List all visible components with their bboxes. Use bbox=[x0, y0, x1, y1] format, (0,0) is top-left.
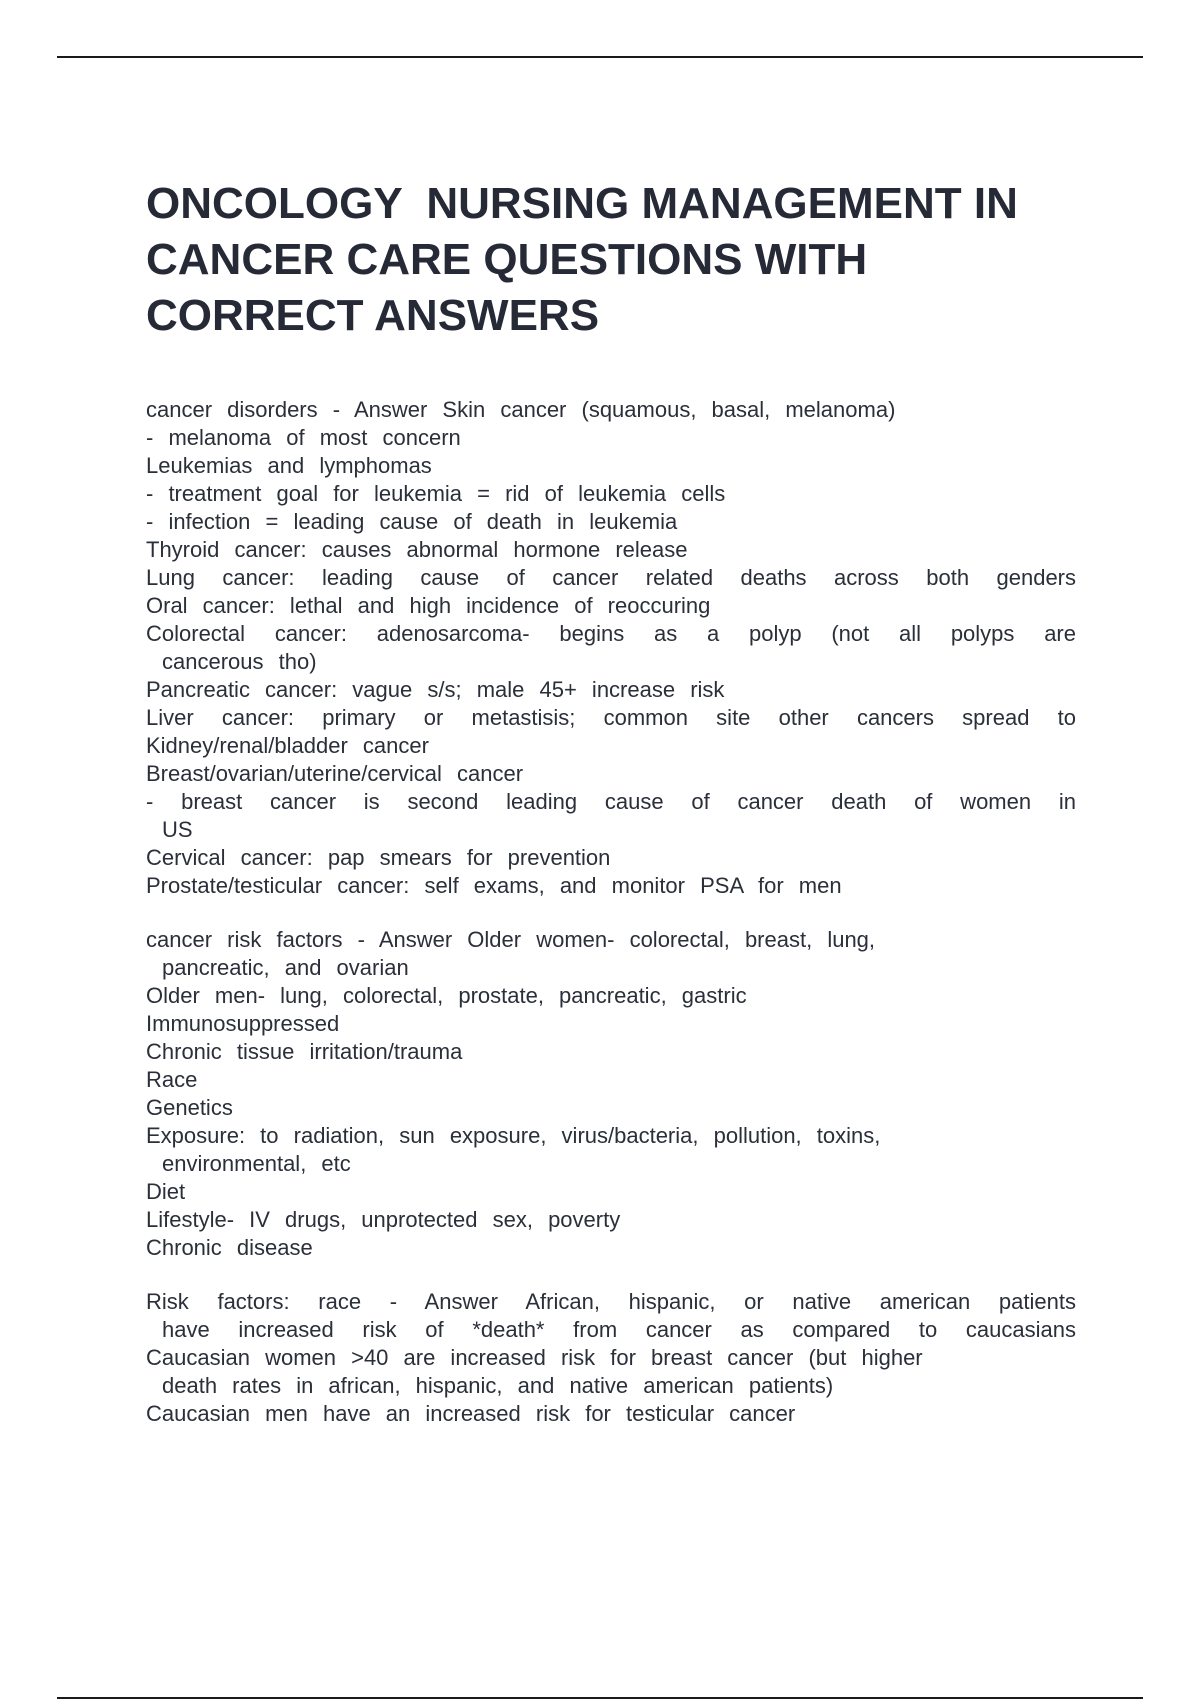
text-line: pancreatic, and ovarian bbox=[162, 955, 409, 980]
text-line: environmental, etc bbox=[162, 1151, 351, 1176]
text-line: Lifestyle- IV drugs, unprotected sex, poverty bbox=[146, 1207, 621, 1232]
top-rule bbox=[57, 56, 1143, 58]
text-line: Exposure: to radiation, sun exposure, virus/bacteria, pollution, toxins, bbox=[146, 1123, 881, 1148]
text-line: Liver cancer: primary or metastisis; common site other cancers spread to bbox=[146, 705, 1076, 730]
text-line: - treatment goal for leukemia = rid of leukemia cells bbox=[146, 481, 726, 506]
text-line: US bbox=[162, 817, 193, 842]
bottom-rule bbox=[57, 1697, 1143, 1699]
text-line: Chronic disease bbox=[146, 1235, 313, 1260]
qa-block bbox=[146, 396, 1076, 900]
text-line: Chronic tissue irritation/trauma bbox=[146, 1039, 463, 1064]
text-line: Caucasian men have an increased risk for testicular cancer bbox=[146, 1401, 796, 1426]
text-line: Thyroid cancer: causes abnormal hormone release bbox=[146, 537, 688, 562]
text-line: Genetics bbox=[146, 1095, 233, 1120]
text-line: death rates in african, hispanic, and native american patients) bbox=[162, 1373, 834, 1398]
text-line: - infection = leading cause of death in leukemia bbox=[146, 509, 678, 534]
text-line: Immunosuppressed bbox=[146, 1011, 340, 1036]
text-line: - melanoma of most concern bbox=[146, 425, 461, 450]
page-title: ONCOLOGY NURSING MANAGEMENT IN CANCER CARE QUESTIONS WITH CORRECT ANSWERS bbox=[146, 179, 1031, 340]
text-line: Race bbox=[146, 1067, 198, 1092]
text-line: Colorectal cancer: adenosarcoma- begins as a polyp (not all polyps are bbox=[146, 621, 1076, 646]
qa-block bbox=[146, 1288, 1076, 1428]
text-line: - breast cancer is second leading cause of cancer death of women in bbox=[146, 789, 1076, 814]
text-line: cancerous tho) bbox=[162, 649, 317, 674]
text-line: Kidney/renal/bladder cancer bbox=[146, 733, 429, 758]
text-line: cancer risk factors - Answer Older women- colorectal, breast, lung, bbox=[146, 927, 876, 952]
text-line: cancer disorders - Answer Skin cancer (squamous, basal, melanoma) bbox=[146, 397, 896, 422]
text-line: Breast/ovarian/uterine/cervical cancer bbox=[146, 761, 524, 786]
text-line: Prostate/testicular cancer: self exams, and monitor PSA for men bbox=[146, 873, 842, 898]
text-line: Older men- lung, colorectal, prostate, pancreatic, gastric bbox=[146, 983, 747, 1008]
text-line: Caucasian women >40 are increased risk for breast cancer (but higher bbox=[146, 1345, 923, 1370]
qa-list bbox=[146, 396, 1076, 1454]
text-line: Diet bbox=[146, 1179, 186, 1204]
text-line: Pancreatic cancer: vague s/s; male 45+ increase risk bbox=[146, 677, 725, 702]
text-line: Cervical cancer: pap smears for prevention bbox=[146, 845, 611, 870]
qa-block bbox=[146, 926, 1076, 1262]
text-line: Risk factors: race - Answer African, hispanic, or native american patients bbox=[146, 1289, 1076, 1314]
text-line: Lung cancer: leading cause of cancer related deaths across both genders bbox=[146, 565, 1076, 590]
text-line: Leukemias and lymphomas bbox=[146, 453, 432, 478]
text-line: Oral cancer: lethal and high incidence of reoccuring bbox=[146, 593, 711, 618]
text-line: have increased risk of *death* from cancer as compared to caucasians bbox=[162, 1317, 1076, 1342]
